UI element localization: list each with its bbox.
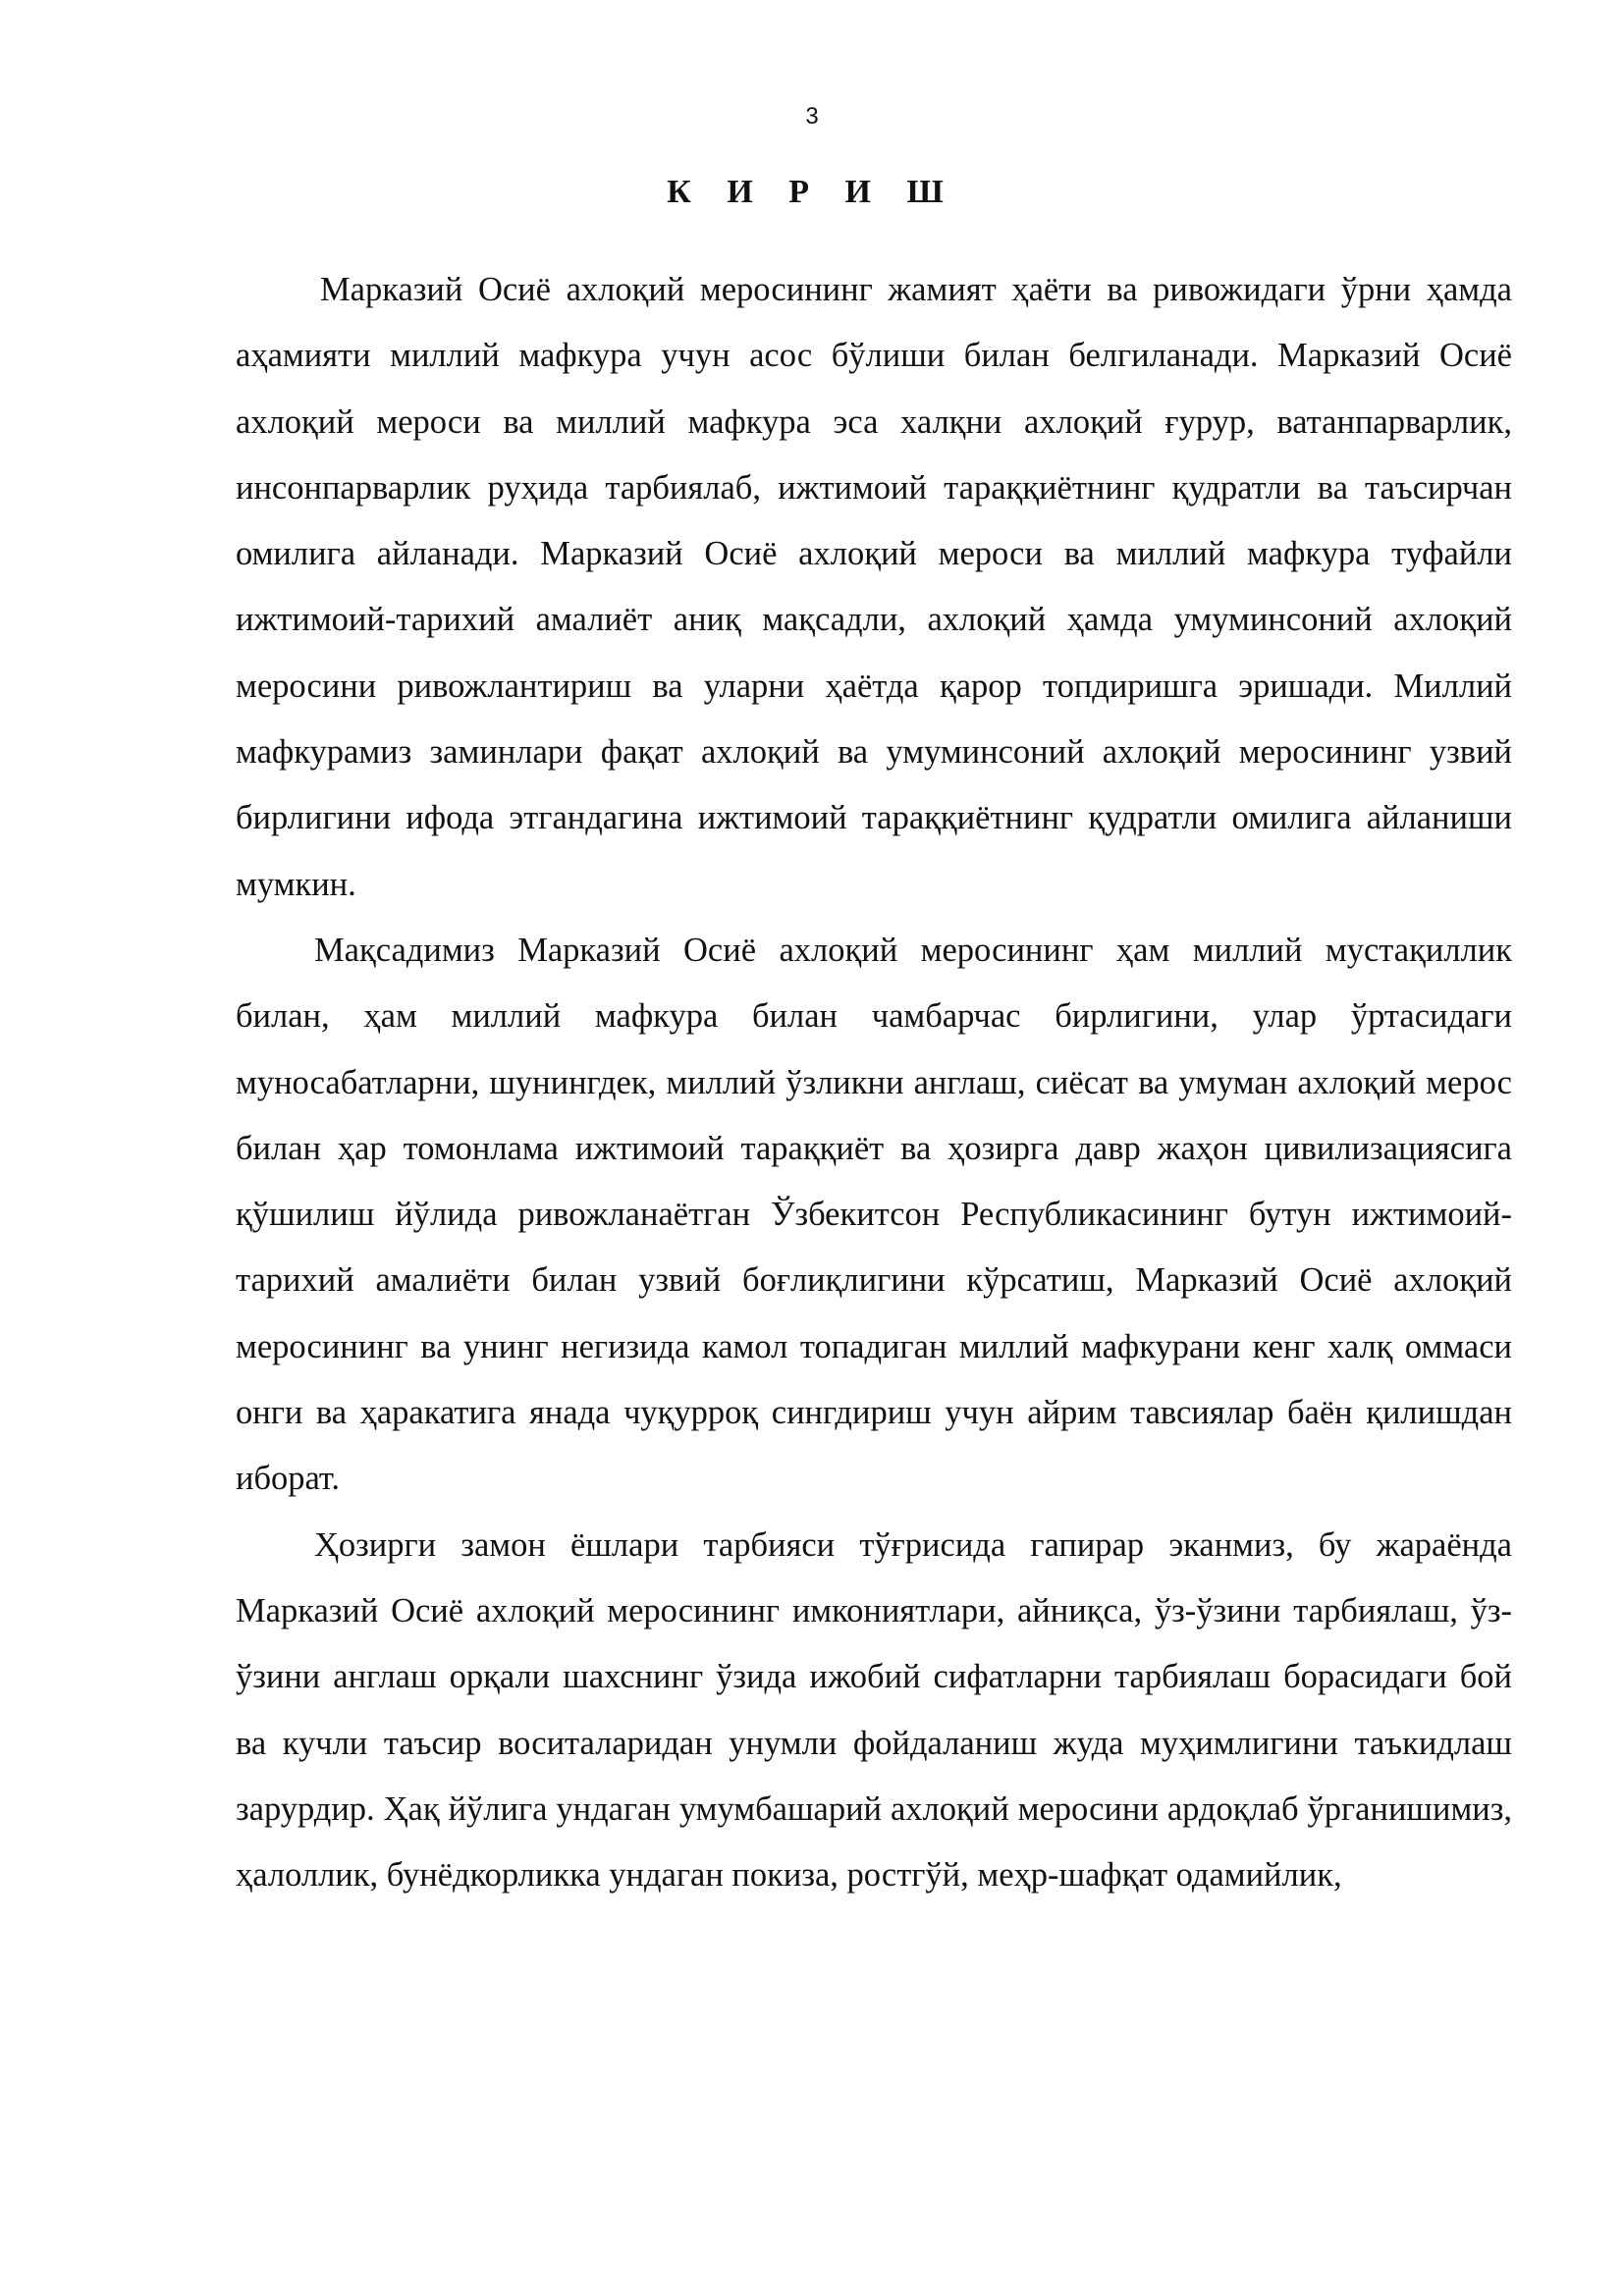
body-text — [236, 257, 1512, 1908]
paragraph-3: Ҳозирги замон ёшлари тарбияси тўғрисида гапирар эканмиз, бу жараёнда Марказий Осиё ахлоқий меросининг имкониятлари, айниқса, ўз-ўзини тарбиялаш, ўз-ўзини англаш орқали шахснинг ўзида ижобий сифатларни тарбиялаш борасидаги бой ва кучли таъсир воситаларидан унумли фойдаланиш жуда муҳимлигини таъкидлаш зарурдир. Ҳақ йўлига ундаган умумбашарий ахлоқий меросини ардоқлаб ўрганишимиз, ҳалоллик, бунёдкорликка ундаган покиза, ростгўй, меҳр-шафқат одамийлик, — [236, 1525, 1512, 1895]
page-number: 3 — [805, 103, 819, 130]
paragraph-1: Марказий Осиё ахлоқий меросининг жамият ҳаёти ва ривожидаги ўрни ҳамда аҳамияти миллий мафкура учун асос бўлиши билан белгиланади. Марказий Осиё ахлоқий мероси ва миллий мафкура эса халқни ахлоқий ғурур, ватанпарварлик, инсонпарварлик руҳида тарбиялаб, ижтимоий тараққиётнинг қудратли ва таъсирчан омилига айланади. Марказий Осиё ахлоқий мероси ва миллий мафкура туфайли ижтимоий-тарихий амалиёт аниқ мақсадли, ахлоқий ҳамда умуминсоний ахлоқий меросини ривожлантириш ва уларни ҳаётда қарор топдиришга эришади. Миллий мафкурамиз заминлари фақат ахлоқий ва умуминсоний ахлоқий меросининг узвий бирлигини ифода этгандагина ижтимоий тараққиётнинг қудратли омилига айланиши мумкин. — [236, 271, 1512, 903]
section-heading: К И Р И Ш — [667, 174, 957, 210]
paragraph-2: Мақсадимиз Марказий Осиё ахлоқий меросининг ҳам миллий мустақиллик билан, ҳам миллий мафкура билан чамбарчас бирлигини, улар ўртасидаги муносабатларни, шунингдек, миллий ўзликни англаш, сиёсат ва умуман ахлоқий мерос билан ҳар томонлама ижтимоий тараққиёт ва ҳозирга давр жаҳон цивилизациясига қўшилиш йўлида ривожланаётган Ўзбекитсон Республикасининг бутун ижтимоий-тарихий амалиёти билан узвий боғлиқлигини кўрсатиш, Марказий Осиё ахлоқий меросининг ва унинг негизида камол топадиган миллий мафкурани кенг халқ оммаси онги ва ҳаракатига янада чуқурроқ сингдириш учун айрим тавсиялар баён қилишдан иборат. — [236, 931, 1512, 1498]
